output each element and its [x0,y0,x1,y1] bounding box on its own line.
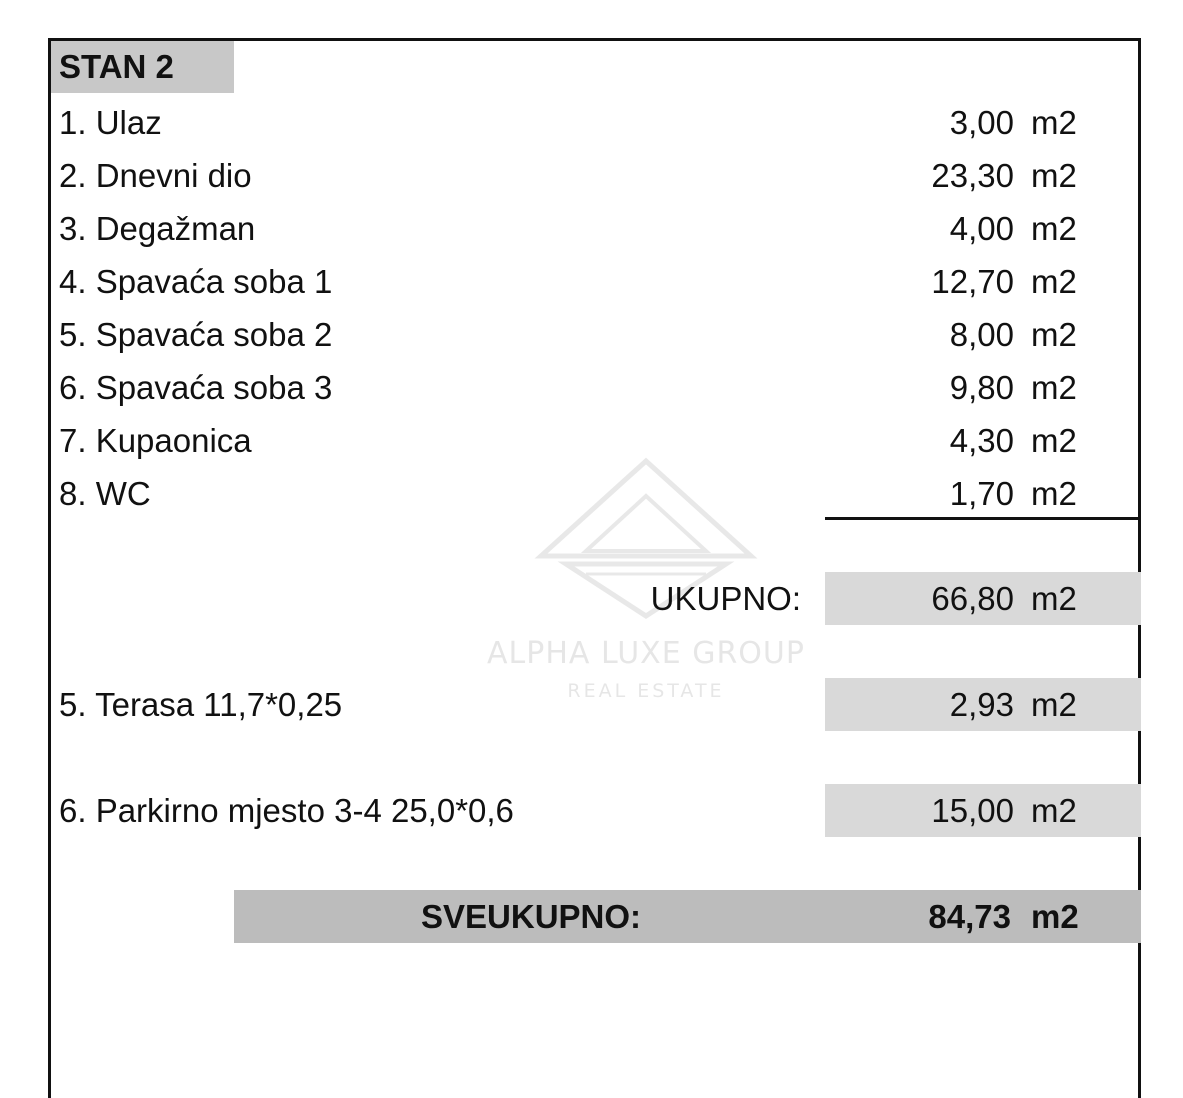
parking-unit: m2 [1031,792,1077,829]
room-label: 8. WC [59,475,151,512]
room-unit: m2 [1031,475,1077,512]
room-row [51,361,1141,414]
room-area: 9,80 [949,369,1014,406]
terrace-label: 5. Terasa 11,7*0,25 [59,686,343,723]
room-area: 3,00 [949,104,1014,141]
watermark-brand: ALPHA LUXE GROUP [487,636,805,671]
room-area: 4,30 [949,422,1014,459]
parking-row [51,784,1141,837]
apartment-title: STAN 2 [51,41,234,93]
subtotal-value: 66,80 [931,580,1014,617]
room-unit: m2 [1031,369,1077,406]
room-label: 2. Dnevni dio [59,157,252,194]
area-table [48,38,1141,1098]
terrace-value: 2,93 [949,686,1014,723]
room-unit: m2 [1031,104,1077,141]
room-row [51,414,1141,467]
room-label: 3. Degažman [59,210,256,247]
subtotal-unit: m2 [1031,580,1077,617]
room-unit: m2 [1031,263,1077,300]
room-unit: m2 [1031,316,1077,353]
watermark-tagline: REAL ESTATE [567,680,725,702]
room-row [51,308,1141,361]
grand-total-value: 84,73 [928,898,1011,935]
room-area: 8,00 [949,316,1014,353]
room-area: 12,70 [931,263,1014,300]
subtotal-label: UKUPNO: [650,580,801,617]
room-label: 6. Spavaća soba 3 [59,369,333,406]
room-label: 5. Spavaća soba 2 [59,316,333,353]
parking-label: 6. Parkirno mjesto 3-4 25,0*0,6 [59,792,514,829]
room-area: 4,00 [949,210,1014,247]
room-row [51,202,1141,255]
subtotal-row [51,572,1141,625]
room-row [51,467,1141,520]
room-unit: m2 [1031,210,1077,247]
sum-divider-line [825,517,1141,520]
parking-value: 15,00 [931,792,1014,829]
room-unit: m2 [1031,157,1077,194]
terrace-unit: m2 [1031,686,1077,723]
room-row [51,96,1141,149]
grand-total-unit: m2 [1031,898,1079,935]
room-area: 23,30 [931,157,1014,194]
room-label: 7. Kupaonica [59,422,252,459]
room-label: 1. Ulaz [59,104,162,141]
room-label: 4. Spavaća soba 1 [59,263,333,300]
room-unit: m2 [1031,422,1077,459]
room-row [51,255,1141,308]
terrace-row [51,678,1141,731]
room-area: 1,70 [949,475,1014,512]
room-row [51,149,1141,202]
grand-total-label: SVEUKUPNO: [421,898,642,935]
